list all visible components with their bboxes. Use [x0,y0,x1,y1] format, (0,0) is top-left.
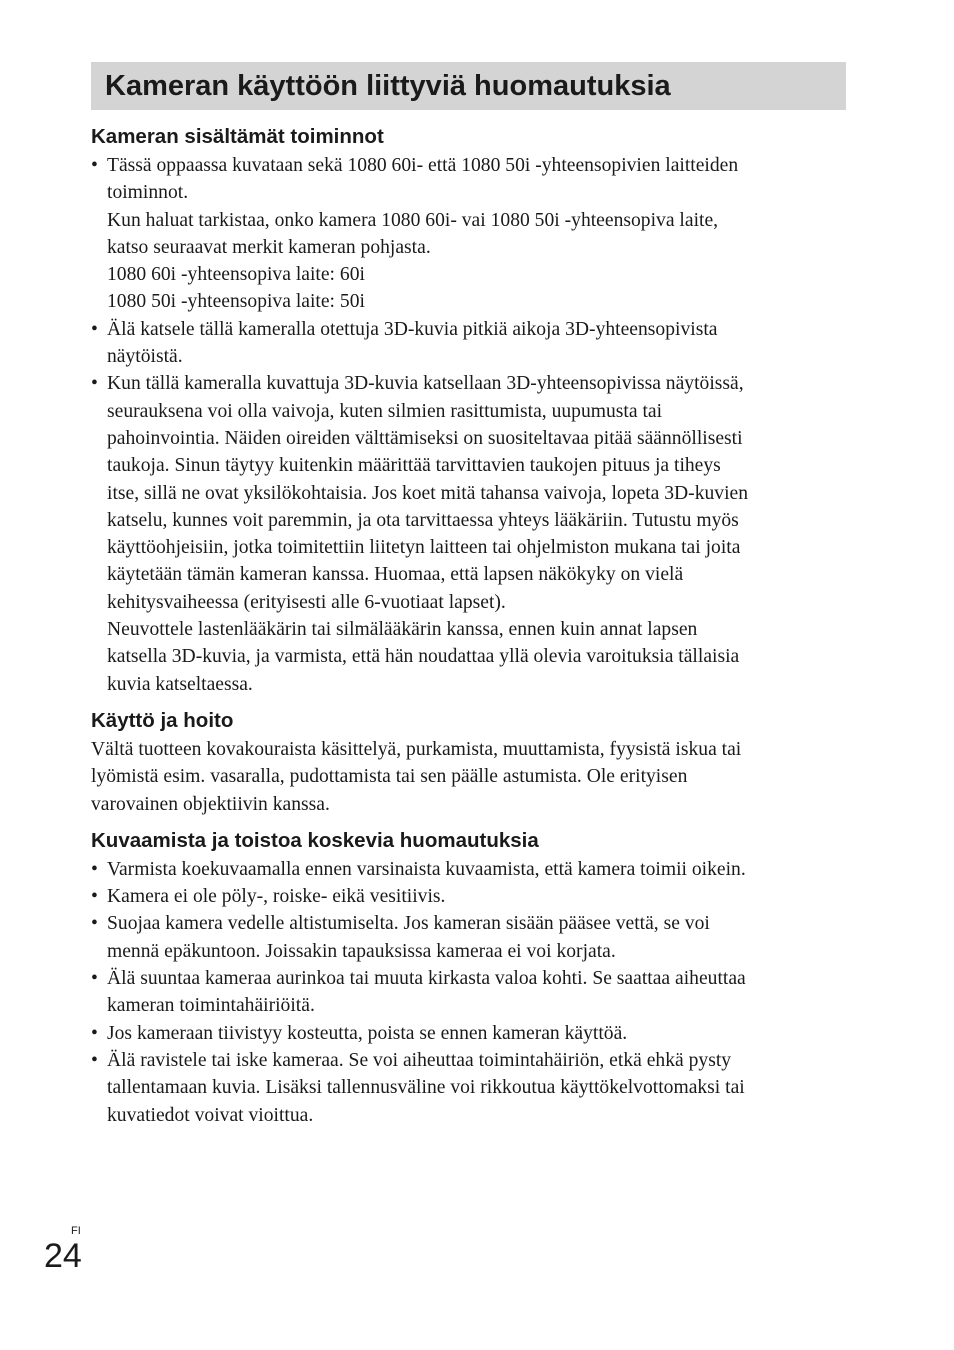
text-line: katsella 3D-kuvia, ja varmista, että hän noudattaa yllä olevia varoituksia tällaisia [107,646,740,668]
text-line: pahoinvointia. Näiden oireiden välttämiseksi on suositeltavaa pitää säännöllisesti [107,427,743,449]
bullet-item [91,965,851,1020]
text-line: itse, sillä ne ovat yksilökohtaisia. Jos koet mitä tahansa vaivoja, lopeta 3D-kuvien [107,482,749,504]
text-line: • Kun tällä kameralla kuvattuja 3D-kuvia katsellaan 3D-yhteensopivissa näytöissä, [107,373,744,395]
text-line: 1080 50i -yhteensopiva laite: 50i [107,291,365,313]
text-line: mennä epäkuntoon. Joissakin tapauksissa kameraa ei voi korjata. [107,940,616,962]
text-line: näytöistä. [107,346,183,368]
section-heading: Kameran sisältämät toiminnot [91,125,384,148]
text-line: • Varmista koekuvaamalla ennen varsinaista kuvaamista, että kamera toimii oikein. [107,858,746,880]
text-line: kuvia katseltaessa. [107,673,253,695]
text-line: • Tässä oppaassa kuvataan sekä 1080 60i- että 1080 50i -yhteensopivien laitteiden [107,155,739,176]
text-line: • Suojaa kamera vedelle altistumiselta. Jos kameran sisään pääsee vettä, se voi [107,913,710,935]
text-line: 1080 60i -yhteensopiva laite: 60i [107,264,365,286]
bullet-item [91,370,851,698]
bullet-item [91,1020,851,1047]
section-shooting-notes [91,826,851,1129]
bullet-item [91,152,851,316]
text-line: • Älä ravistele tai iske kameraa. Se voi aiheuttaa toimintahäiriön, etkä ehkä pysty [107,1049,732,1071]
text-line: • Kamera ei ole pöly-, roiske- eikä vesitiivis. [107,886,446,908]
page-number: 24 [44,1237,82,1275]
text-line: seurauksena voi olla vaivoja, kuten silmien rasittumista, uupumusta tai [107,400,663,422]
section-use-and-care [91,706,851,818]
text-line: käyttöohjeisiin, jotka toimitettiin liitetyn laitteen tai ohjelmiston mukana tai joita [107,537,741,559]
paragraph [91,736,851,818]
text-line: lyömistä esim. vasaralla, pudottamista tai sen päälle astumista. Ole erityisen [91,766,688,788]
bullet-item [91,316,851,371]
section-heading: Kuvaamista ja toistoa koskevia huomautuksia [91,828,539,852]
section-heading: Käyttö ja hoito [91,708,234,732]
bullet-list [91,152,851,698]
bullet-item [91,883,851,910]
text-line: katso seuraavat merkit kameran pohjasta. [107,236,431,258]
text-line: käytetään tämän kameran kanssa. Huomaa, että lapsen näkökyky on vielä [107,564,684,586]
text-line: Neuvottele lastenlääkärin tai silmälääkärin kanssa, ennen kuin annat lapsen [107,619,698,641]
text-line: kameran toimintahäiriöitä. [107,995,315,1017]
text-line: Kun haluat tarkistaa, onko kamera 1080 60i- vai 1080 50i -yhteensopiva laite, [107,209,719,231]
text-line: taukoja. Sinun täytyy kuitenkin määrittää tarvittavien taukojen pituus ja tiheys [107,455,721,477]
bullet-item [91,910,851,965]
text-line: toiminnot. [107,182,189,204]
language-code: FI [71,1225,81,1237]
document-body [91,122,851,1129]
bullet-item [91,856,851,883]
text-line: • Älä katsele tällä kameralla otettuja 3D-kuvia pitkiä aikoja 3D-yhteensopivista [107,318,718,340]
title-bar [91,62,846,110]
text-line: tallentamaan kuvia. Lisäksi tallennusväline voi rikkoutua käyttökelvottomaksi tai [107,1077,745,1099]
text-line: varovainen objektiivin kanssa. [91,793,330,815]
bullet-item [91,1047,851,1129]
text-line: kehitysvaiheessa (erityisesti alle 6-vuotiaat lapset). [107,591,506,613]
text-line: katselu, kunnes voit paremmin, ja ota tarvittaessa yhteys lääkäriin. Tutustu myös [107,509,739,531]
text-line: kuvatiedot voivat vioittua. [107,1104,314,1126]
text-line: Vältä tuotteen kovakouraista käsittelyä, purkamista, muuttamista, fyysistä iskua tai [91,738,742,760]
bullet-list [91,856,851,1129]
text-line: • Jos kameraan tiivistyy kosteutta, poista se ennen kameran käyttöä. [107,1022,628,1044]
section-camera-features [91,122,851,698]
page-title: Kameran käyttöön liittyviä huomautuksia [105,70,671,102]
text-line: • Älä suuntaa kameraa aurinkoa tai muuta kirkasta valoa kohti. Se saattaa aiheuttaa [107,968,746,990]
